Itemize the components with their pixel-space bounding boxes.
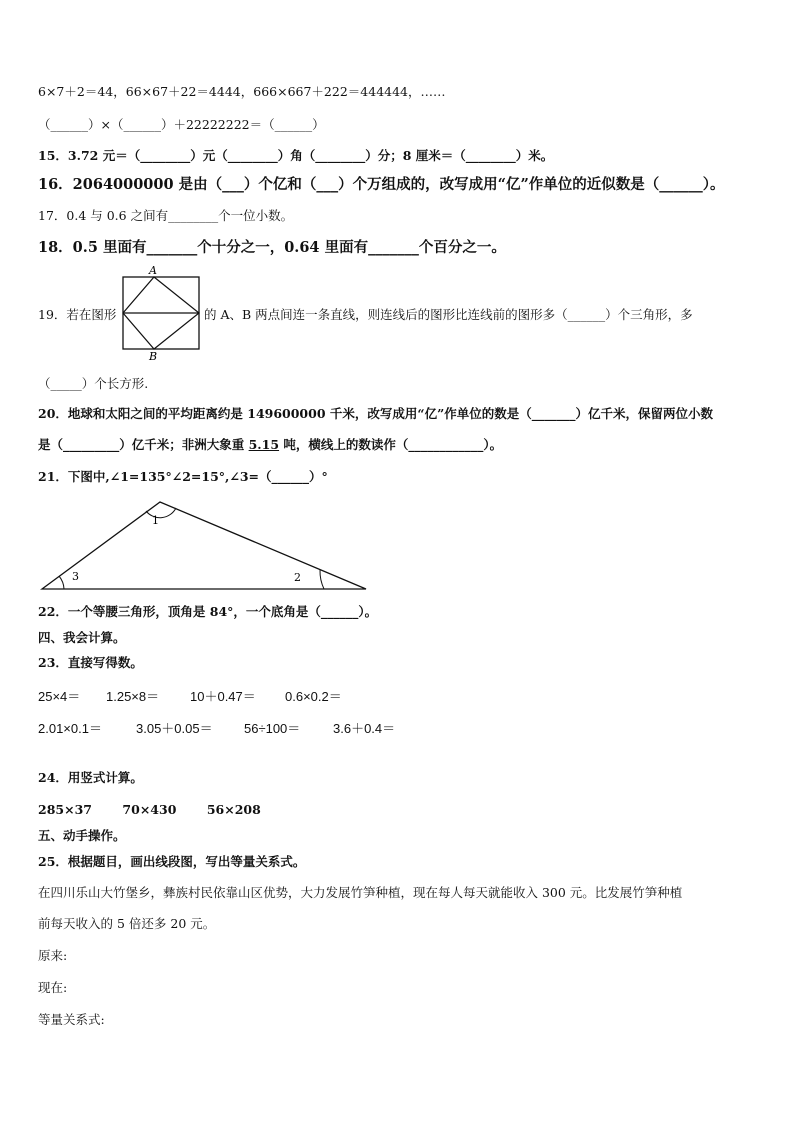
question-24: 24．用竖式计算。 — [38, 770, 143, 785]
calc-item: 25×4＝ — [38, 689, 81, 704]
question-25-text-line1: 在四川乐山大竹堡乡，彝族村民依靠山区优势，大力发展竹笋种植，现在每人每天就能收入 300 元。比发展竹笋种植 — [38, 885, 683, 900]
question-20-line1: 20．地球和太阳之间的平均距离约是 149600000 千米，改写成用“亿”作单位的数是（_______）亿千米，保留两位小数 — [38, 406, 714, 421]
question-20-line2: 是（_________）亿千米；非洲大象重 5.15 吨，横线上的数读作（____________）。 — [38, 437, 503, 452]
calc-item: 3.6＋0.4＝ — [333, 721, 396, 736]
question-15: 15．3.72 元＝（________）元（________）角（________）分；8 厘米＝（________）米。 — [38, 148, 554, 163]
angle-2-label: 2 — [294, 571, 301, 584]
question-18: 18．0.5 里面有_______个十分之一，0.64 里面有_______个百分之一。 — [38, 239, 506, 256]
question-25: 25．根据题目，画出线段图，写出等量关系式。 — [38, 854, 306, 869]
question-19-end: （_____）个长方形. — [38, 376, 149, 391]
calc-item: 2.01×0.1＝ — [38, 721, 102, 736]
figure-19-rectangle-diagram — [118, 263, 204, 361]
point-b-label: B — [149, 350, 158, 361]
question-19-text: 的 A、B 两点间连一条直线，则连线后的图形比连线前的图形多（______）个三角形，多 — [204, 307, 693, 322]
question-24-items: 285×37 70×430 56×208 — [38, 802, 261, 817]
pattern-blank-line: （______）×（______）＋22222222＝（______） — [38, 117, 325, 132]
pattern-line: 6×7＋2＝44，66×67＋22＝4444，666×667＋222＝444444，…… — [38, 84, 446, 99]
question-23: 23．直接写得数。 — [38, 655, 143, 670]
question-22: 22．一个等腰三角形，顶角是 84°，一个底角是（______）。 — [38, 604, 378, 619]
section-4-heading: 四、我会计算。 — [38, 630, 126, 645]
calc-item: 1.25×8＝ — [106, 689, 160, 704]
calc-item: 56÷100＝ — [244, 721, 301, 736]
figure-21-triangle — [38, 494, 372, 592]
question-17: 17．0.4 与 0.6 之间有________个一位小数。 — [38, 208, 294, 223]
question-16: 16．2064000000 是由（___）个亿和（___）个万组成的，改写成用“亿”作单位的近似数是（______）。 — [38, 176, 725, 193]
calc-item: 10＋0.47＝ — [190, 689, 256, 704]
point-a-label: A — [149, 264, 157, 277]
calc-item: 3.05＋0.05＝ — [136, 721, 213, 736]
calc-item: 0.6×0.2＝ — [285, 689, 342, 704]
question-25-text-line2: 前每天收入的 5 倍还多 20 元。 — [38, 916, 216, 931]
section-5-heading: 五、动手操作。 — [38, 828, 126, 843]
equation-label: 等量关系式: — [38, 1012, 105, 1027]
original-label: 原来: — [38, 948, 68, 963]
angle-1-label: 1 — [152, 514, 159, 527]
underlined-weight: 5.15 — [248, 437, 280, 452]
question-19-start: 19．若在图形 — [38, 307, 117, 322]
angle-3-label: 3 — [72, 570, 79, 583]
now-label: 现在: — [38, 980, 68, 995]
question-21: 21．下图中,∠1=135°∠2=15°,∠3=（______）° — [38, 469, 328, 484]
